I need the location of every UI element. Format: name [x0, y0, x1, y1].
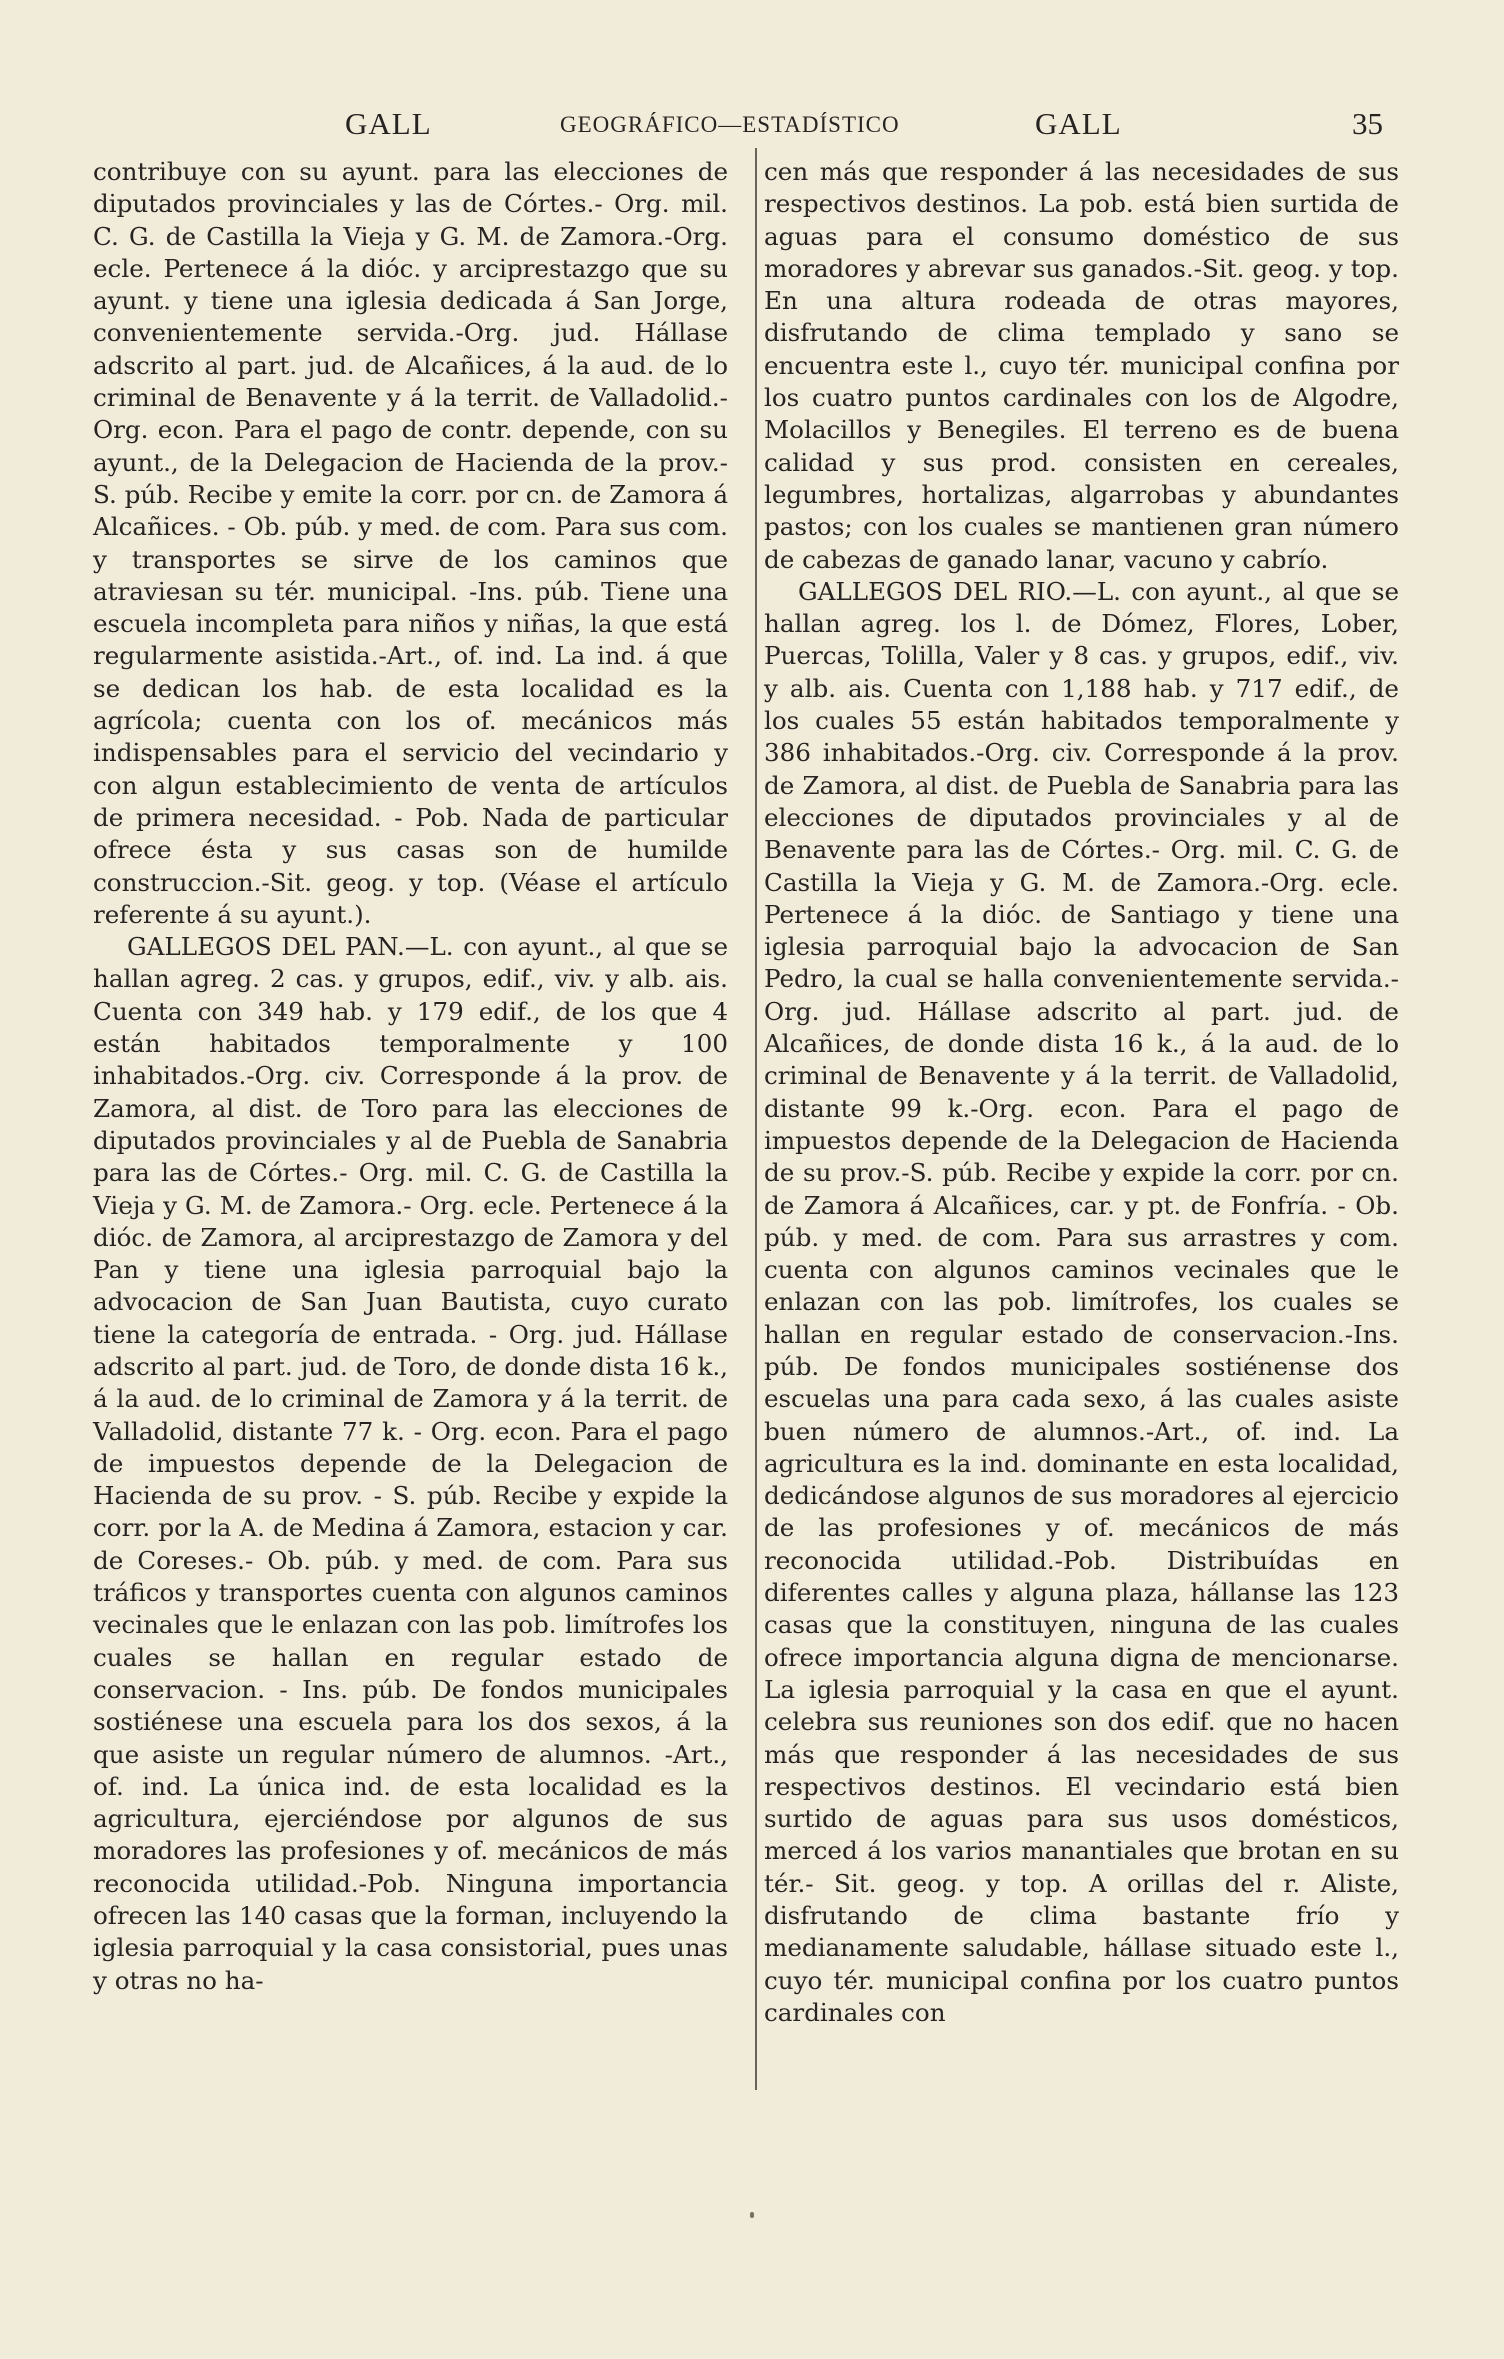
left-paragraph-continuation: contribuye con su ayunt. para las elecciones de diputados provinciales y las de Córtes.- Org. mil. C. G. de Castilla la Vieja y G. M. de Zamora.-Org. ecle. Pertenece á la dióc. y arciprestazgo que su ayunt. y tiene una iglesia dedicada á San Jorge, convenientemente servida.-Org. jud. Hállase adscrito al part. jud. de Alcañices, á la aud. de lo criminal de Benavente y á la territ. de Valladolid.-Org. econ. Para el pago de contr. depende, con su ayunt., de la Delegacion de Hacienda de la prov.-S. púb. Recibe y emite la corr. por cn. de Zamora á Alcañices. - Ob. púb. y med. de com. Para sus com. y transportes se sirve de los caminos que atraviesan su tér. municipal. -Ins. púb. Tiene una escuela incompleta para niños y niñas, la que está regularmente asistida.-Art., of. ind. La ind. á que se dedican los hab. de esta localidad es la agrícola; cuenta con los of. mecánicos más indispensables para el servicio del vecindario y con algun establecimiento de venta de artículos de primera necesidad. - Pob. Nada de particular ofrece ésta y sus casas son de humilde construccion.-Sit. geog. y top. (Véase el artículo referente á su ayunt.). [93, 157, 728, 929]
entry-gallegos-del-pan: GALLEGOS DEL PAN.—L. con ayunt., al que se hallan agreg. 2 cas. y grupos, edif., viv. y alb. ais. Cuenta con 349 hab. y 179 edif., de los que 4 están habitados temporalmente y 100 inhabitados.-Org. civ. Corresponde á la prov. de Zamora, al dist. de Toro para las elecciones de diputados provinciales y al de Puebla de Sanabria para las de Córtes.- Org. mil. C. G. de Castilla la Vieja y G. M. de Zamora.- Org. ecle. Pertenece á la dióc. de Zamora, al arciprestazgo de Zamora y del Pan y tiene una iglesia parroquial bajo la advocacion de San Juan Bautista, cuyo curato tiene la categoría de entrada. - Org. jud. Hállase adscrito al part. jud. de Toro, de donde dista 16 k., á la aud. de lo criminal de Zamora y á la territ. de Valladolid, distante 77 k. - Org. econ. Para el pago de impuestos depende de la Delegacion de Hacienda de su prov. - S. púb. Recibe y expide la corr. por la A. de Medina á Zamora, estacion y car. de Coreses.- Ob. púb. y med. de com. Para sus tráficos y transportes cuenta con algunos caminos vecinales que le enlazan con las pob. limítrofes los cuales se hallan en regular estado de conservacion. - Ins. púb. De fondos municipales sostiénese una escuela para los dos sexos, á la que asiste un regular número de alumnos. -Art., of. ind. La única ind. de esta localidad es la agricultura, ejerciéndose por algunos de sus moradores las profesiones y of. mecánicos de más reconocida utilidad.-Pob. Ninguna importancia ofrecen las 140 casas que la forman, incluyendo la iglesia parroquial y la casa consistorial, pues unas y otras no ha- [93, 932, 728, 1995]
right-column [764, 156, 1399, 2029]
entry-gallegos-del-rio: GALLEGOS DEL RIO.—L. con ayunt., al que se hallan agreg. los l. de Dómez, Flores, Lober, Puercas, Tolilla, Valer y 8 cas. y grupos, edif., viv. y alb. ais. Cuenta con 1,188 hab. y 717 edif., de los cuales 55 están habitados temporalmente y 386 inhabitados.-Org. civ. Corresponde á la prov. de Zamora, al dist. de Puebla de Sanabria para las elecciones de diputados provinciales y al de Benavente para las de Córtes.- Org. mil. C. G. de Castilla la Vieja y G. M. de Zamora.-Org. ecle. Pertenece á la dióc. de Santiago y tiene una iglesia parroquial bajo la advocacion de San Pedro, la cual se halla convenientemente servida.-Org. jud. Hállase adscrito al part. jud. de Alcañices, de donde dista 16 k., á la aud. de lo criminal de Benavente y á la territ. de Valladolid, distante 99 k.-Org. econ. Para el pago de impuestos depende de la Delegacion de Hacienda de su prov.-S. púb. Recibe y expide la corr. por cn. de Zamora á Alcañices, car. y pt. de Fonfría. - Ob. púb. y med. de com. Para sus arrastres y com. cuenta con algunos caminos vecinales que le enlazan con las pob. limítrofes, los cuales se hallan en regular estado de conservacion.-Ins. púb. De fondos municipales sostiénense dos escuelas una para cada sexo, á las cuales asiste buen número de alumnos.-Art., of. ind. La agricultura es la ind. dominante en esta localidad, dedicándose algunos de sus moradores al ejercicio de las profesiones y of. mecánicos de más reconocida utilidad.-Pob. Distribuídas en diferentes calles y alguna plaza, hállanse las 123 casas que la constituyen, ninguna de las cuales ofrece importancia alguna digna de mencionarse. La iglesia parroquial y la casa en que el ayunt. celebra sus reuniones son dos edif. que no hacen más que responder á las necesidades de sus respectivos destinos. El vecindario está bien surtido de aguas para sus usos domésticos, merced á los varios manantiales que brotan en su tér.- Sit. geog. y top. A orillas del r. Aliste, disfrutando de clima bastante frío y medianamente saludable, hállase situado este l., cuyo tér. municipal confina por los cuatro puntos cardinales con [764, 576, 1399, 2027]
left-column [93, 156, 728, 1997]
header-right-word: GALL [1035, 106, 1122, 141]
paper-speck [750, 2212, 754, 2218]
column-divider [755, 148, 757, 2090]
header-center-title: GEOGRÁFICO—ESTADÍSTICO [560, 112, 900, 137]
page-number: 35 [1352, 106, 1383, 141]
right-paragraph-continuation: cen más que responder á las necesidades de sus respectivos destinos. La pob. está bien surtida de aguas para el consumo doméstico de sus moradores y abrevar sus ganados.-Sit. geog. y top. En una altura rodeada de otras mayores, disfrutando de clima templado y sano se encuentra este l., cuyo tér. municipal confina por los cuatro puntos cardinales con los de Algodre, Molacillos y Benegiles. El terreno es de buena calidad y sus prod. consisten en cereales, legumbres, hortalizas, algarrobas y abundantes pastos; con los cuales se mantienen gran número de cabezas de ganado lanar, vacuno y cabrío. [764, 157, 1399, 574]
running-header [90, 100, 1410, 144]
header-left-word: GALL [345, 106, 432, 141]
